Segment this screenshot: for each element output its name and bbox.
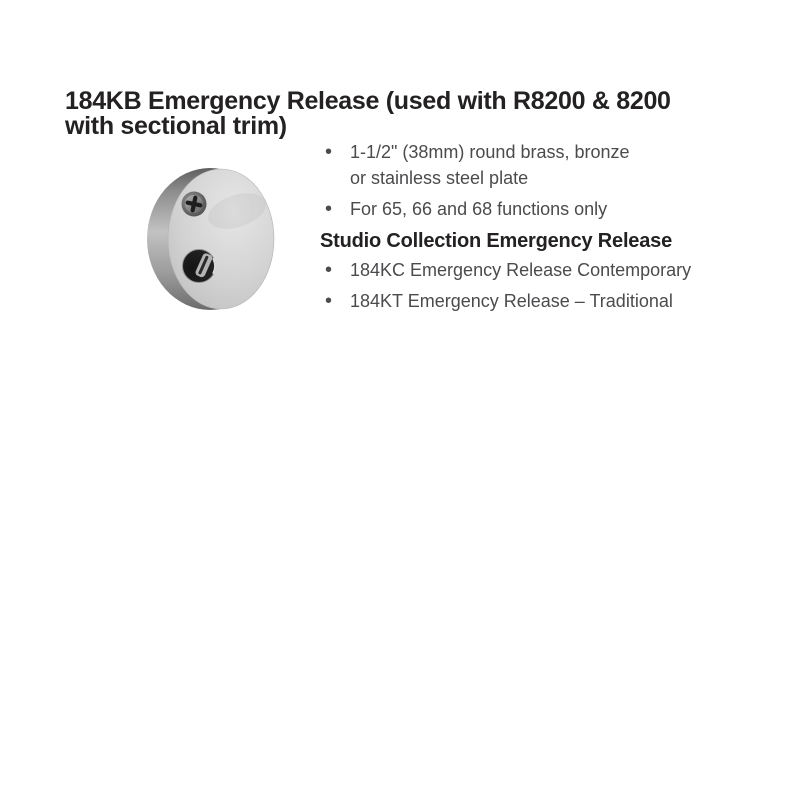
feature-item-size	[320, 139, 760, 191]
plate-face	[168, 169, 274, 309]
feature-list	[320, 139, 760, 222]
bullet-icon: •	[325, 259, 333, 281]
page-title-line1: 184KB Emergency Release (used with R8200 & 8200	[65, 87, 671, 115]
studio-collection-list	[320, 257, 760, 314]
bullet-icon: •	[325, 141, 333, 163]
product-photo-184kb	[145, 166, 277, 314]
feature-text-wrap: or stainless steel plate	[350, 168, 529, 188]
feature-text: 1-1/2" (38mm) round brass, bronze	[350, 142, 630, 162]
subheading-studio-collection: Studio Collection Emergency Release	[320, 230, 672, 252]
page-title	[65, 89, 671, 139]
studio-item-text: 184KT Emergency Release – Traditional	[350, 291, 673, 311]
studio-item-text: 184KC Emergency Release Contemporary	[350, 260, 692, 280]
product-details	[320, 139, 760, 319]
bullet-icon: •	[325, 198, 333, 220]
phillips-screw-icon	[182, 192, 207, 217]
bullet-icon: •	[325, 290, 333, 312]
page-title-line2: with sectional trim)	[65, 112, 287, 140]
studio-item-184kt	[320, 288, 760, 314]
feature-text: For 65, 66 and 68 functions only	[350, 199, 608, 219]
feature-item-functions	[320, 196, 760, 222]
plate-illustration	[145, 166, 277, 314]
studio-item-184kc	[320, 257, 760, 283]
thumbturn-recess-icon	[183, 250, 216, 283]
